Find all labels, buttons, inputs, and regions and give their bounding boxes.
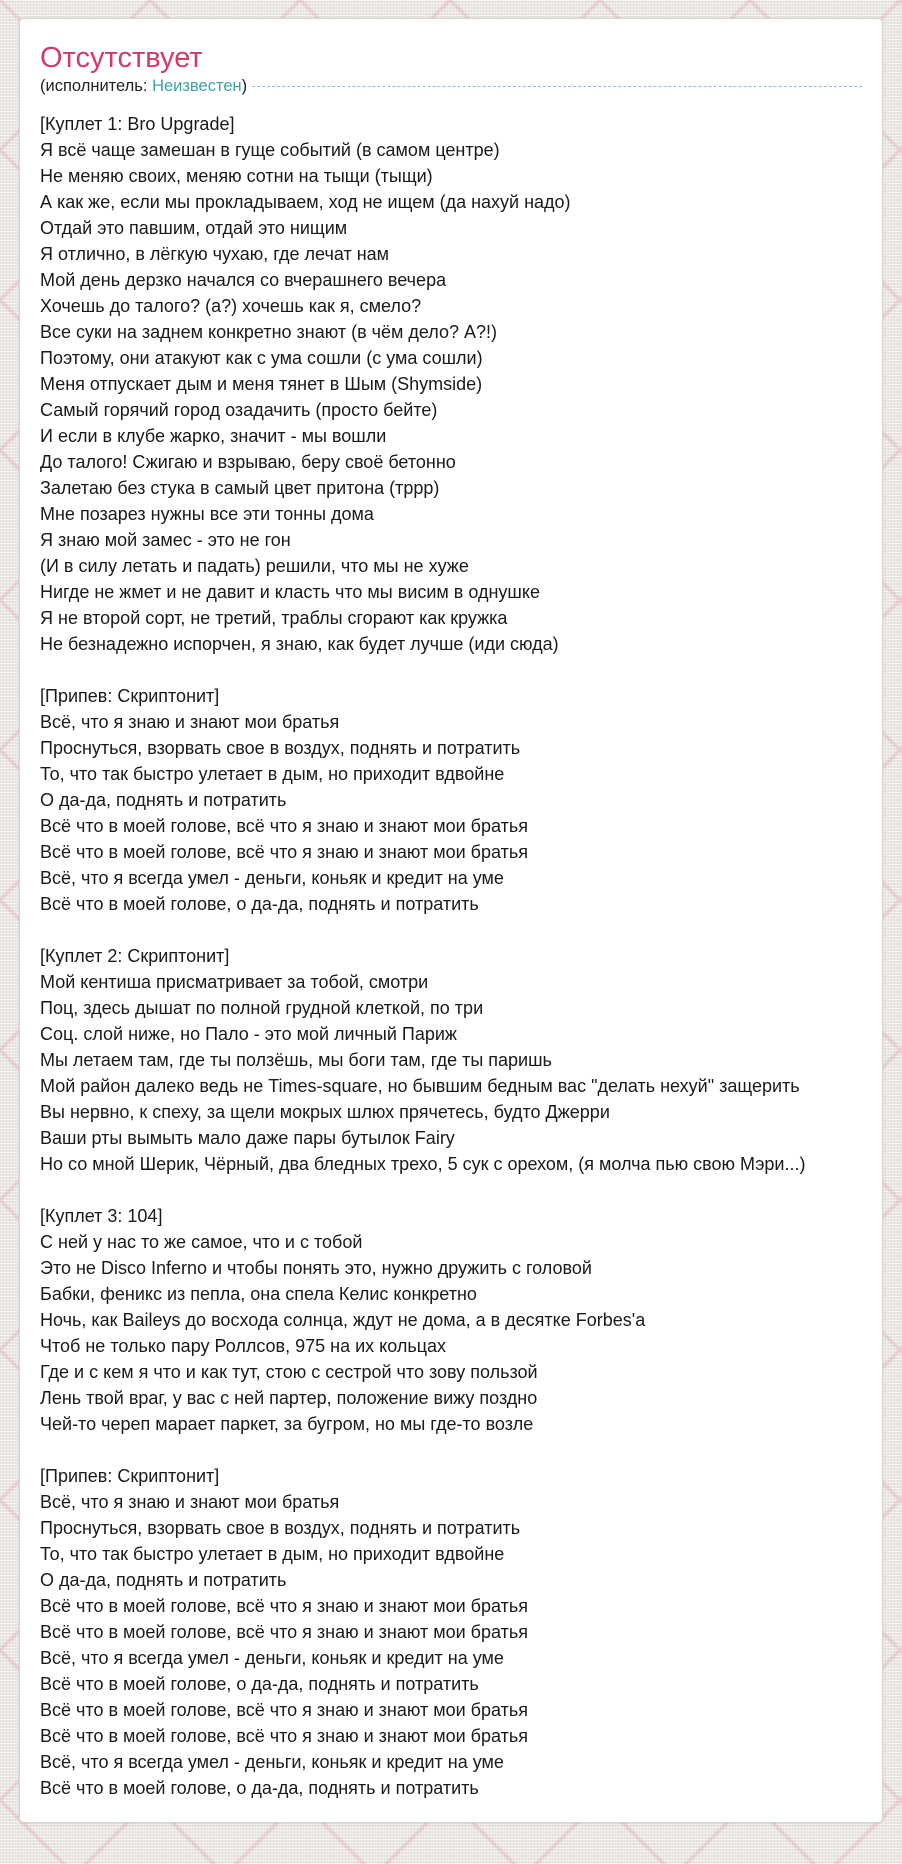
lyric-line: Я знаю мой замес - это не гон [40,530,291,550]
lyric-line: Чтоб не только пару Роллсов, 975 на их кольцах [40,1336,447,1356]
lyric-line: (И в силу летать и падать) решили, что мы не хуже [40,556,469,576]
stanza-header: [Куплет 2: Скриптонит] [40,946,230,966]
lyric-line: Мы летаем там, где ты ползёшь, мы боги там, где ты паришь [40,1050,552,1070]
lyric-line: Я не второй сорт, не третий, траблы сгорают как кружка [40,608,508,628]
lyric-line: Где и с кем я что и как тут, стою с сестрой что зову пользой [40,1362,538,1382]
lyric-line: Проснуться, взорвать свое в воздух, поднять и потратить [40,1518,521,1538]
stanza [40,111,862,657]
lyric-line: Всё что в моей голове, всё что я знаю и знают мои братья [40,1726,528,1746]
lyric-line: Всё что в моей голове, всё что я знаю и знают мои братья [40,1700,528,1720]
lyric-line: То, что так быстро улетает в дым, но приходит вдвойне [40,764,505,784]
stanza-header: [Припев: Скриптонит] [40,1466,220,1486]
stanza [40,1463,862,1801]
artist-link[interactable]: Неизвестен [152,77,242,95]
lyric-line: О да-да, поднять и потратить [40,790,287,810]
stanza-header: [Куплет 1: Bro Upgrade] [40,114,235,134]
lyrics-page [0,18,902,1864]
artist-label-prefix: (исполнитель: [40,77,153,95]
lyric-line: Всё, что я всегда умел - деньги, коньяк и кредит на уме [40,1752,504,1772]
lyric-line: О да-да, поднять и потратить [40,1570,287,1590]
lyrics-text [40,111,862,1801]
artist-row [40,75,862,97]
lyric-line: Мне позарез нужны все эти тонны дома [40,504,374,524]
page-title: Отсутствует [40,42,203,74]
lyric-line: Чей-то череп марает паркет, за бугром, но мы где-то возле [40,1414,534,1434]
lyric-line: Всё, что я всегда умел - деньги, коньяк и кредит на уме [40,868,504,888]
lyric-line: Ночь, как Baileys до восхода солнца, ждут не дома, а в десятке Forbes'a [40,1310,646,1330]
lyric-line: Соц. слой ниже, но Пало - это мой личный Париж [40,1024,457,1044]
lyric-line: Проснуться, взорвать свое в воздух, поднять и потратить [40,738,521,758]
lyrics-card [19,18,883,1823]
lyric-line: Всё что в моей голове, всё что я знаю и знают мои братья [40,842,528,862]
lyric-line: Хочешь до талого? (а?) хочешь как я, смело? [40,296,422,316]
lyric-line: А как же, если мы прокладываем, ход не ищем (да нахуй надо) [40,192,571,212]
lyric-line: Всё что в моей голове, о да-да, поднять и потратить [40,894,479,914]
lyric-line: Бабки, феникс из пепла, она спела Келис конкретно [40,1284,477,1304]
lyric-line: Всё что в моей голове, о да-да, поднять и потратить [40,1778,479,1798]
lyric-line: И если в клубе жарко, значит - мы вошли [40,426,387,446]
lyric-line: До талого! Сжигаю и взрываю, беру своё бетонно [40,452,456,472]
lyric-line: Всё что в моей голове, о да-да, поднять и потратить [40,1674,479,1694]
lyric-line: Я всё чаще замешан в гуще событий (в самом центре) [40,140,500,160]
stanza [40,683,862,917]
stanza-header: [Куплет 3: 104] [40,1206,163,1226]
dashed-separator [252,86,862,87]
lyric-line: Поц, здесь дышат по полной грудной клеткой, по три [40,998,484,1018]
lyric-line: Ваши рты вымыть мало даже пары бутылок Fairy [40,1128,455,1148]
stanza-header: [Припев: Скриптонит] [40,686,220,706]
lyric-line: Но со мной Шерик, Чёрный, два бледных трехо, 5 сук с орехом, (я молча пью свою Мэри...) [40,1154,806,1174]
lyric-line: Мой район далеко ведь не Times-square, но бывшим бедным вас "делать нехуй" защерить [40,1076,800,1096]
lyric-line: Залетаю без стука в самый цвет притона (тррр) [40,478,440,498]
lyric-line: Мой день дерзко начался со вчерашнего вечера [40,270,447,290]
lyric-line: Это не Disco Inferno и чтобы понять это, нужно дружить с головой [40,1258,592,1278]
lyric-line: Нигде не жмет и не давит и класть что мы висим в однушке [40,582,540,602]
lyric-line: То, что так быстро улетает в дым, но приходит вдвойне [40,1544,505,1564]
lyric-line: Я отлично, в лёгкую чухаю, где лечат нам [40,244,390,264]
lyric-line: Не меняю своих, меняю сотни на тыщи (тыщи) [40,166,433,186]
lyric-line: Мой кентиша присматривает за тобой, смотри [40,972,429,992]
lyric-line: Самый горячий город озадачить (просто бейте) [40,400,438,420]
lyric-line: Все суки на заднем конкретно знают (в чём дело? А?!) [40,322,498,342]
lyric-line: Лень твой враг, у вас с ней партер, положение вижу поздно [40,1388,538,1408]
lyric-line: Отдай это павшим, отдай это нищим [40,218,348,238]
lyric-line: Всё что в моей голове, всё что я знаю и знают мои братья [40,1596,528,1616]
lyric-line: Меня отпускает дым и меня тянет в Шым (Shymside) [40,374,483,394]
lyric-line: Всё, что я знаю и знают мои братья [40,712,340,732]
artist-label-suffix: ) [241,77,248,95]
lyric-line: Вы нервно, к спеху, за щели мокрых шлюх прячетесь, будто Джерри [40,1102,610,1122]
lyric-line: Поэтому, они атакуют как с ума сошли (с ума сошли) [40,348,483,368]
lyric-line: Всё что в моей голове, всё что я знаю и знают мои братья [40,816,528,836]
lyric-line: Всё, что я всегда умел - деньги, коньяк и кредит на уме [40,1648,504,1668]
stanza [40,1203,862,1437]
lyric-line: Не безнадежно испорчен, я знаю, как будет лучше (иди сюда) [40,634,559,654]
stanza [40,943,862,1177]
lyric-line: Всё, что я знаю и знают мои братья [40,1492,340,1512]
lyric-line: С ней у нас то же самое, что и с тобой [40,1232,363,1252]
lyric-line: Всё что в моей голове, всё что я знаю и знают мои братья [40,1622,528,1642]
